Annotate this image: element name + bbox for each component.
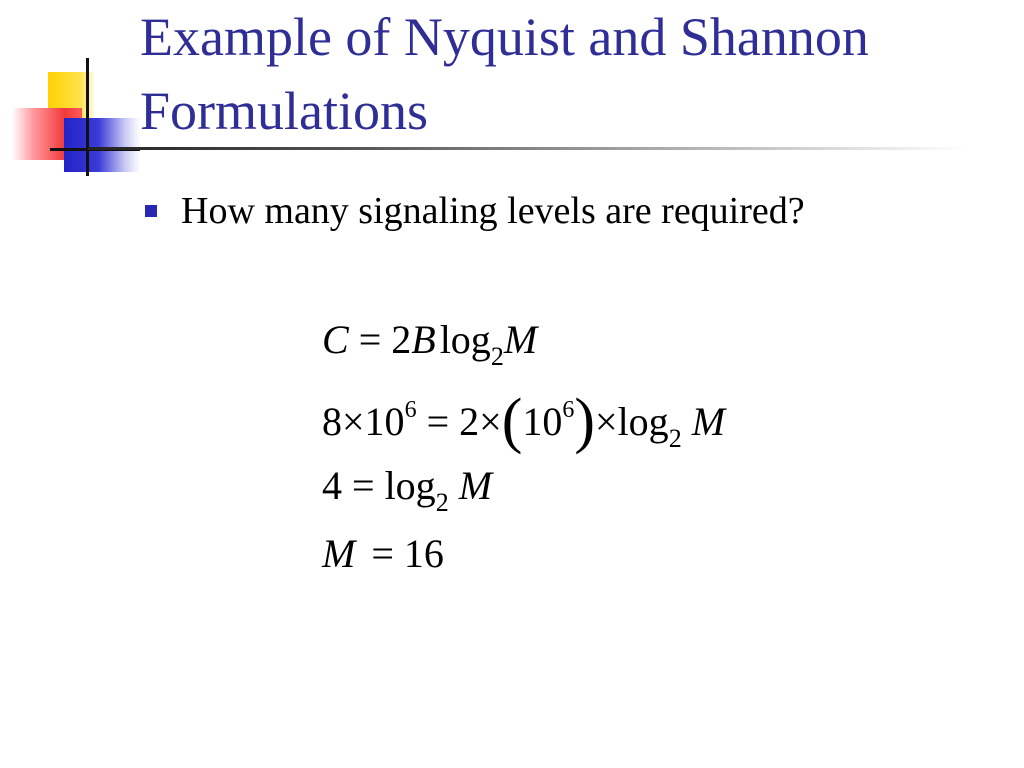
- lhs-term: 8×10: [322, 399, 405, 444]
- log-function: log: [617, 399, 669, 444]
- log-base: 2: [668, 424, 682, 453]
- inner-exponent: 6: [562, 397, 575, 423]
- bullet-marker: [145, 205, 157, 217]
- log-base: 2: [490, 342, 504, 371]
- equals-sign: =: [352, 463, 375, 508]
- blue-square-shape: [64, 118, 140, 172]
- log-function: log: [439, 317, 491, 362]
- bullet-item: [145, 186, 805, 236]
- log-function: log: [384, 463, 436, 508]
- equation-capacity: [322, 314, 537, 383]
- right-parenthesis: ): [574, 387, 595, 455]
- equation-result: [322, 528, 444, 580]
- symbol-b: B: [411, 317, 436, 362]
- vertical-line-shape: [86, 58, 89, 176]
- symbol-m: M: [458, 463, 493, 508]
- inner-term: 10: [522, 399, 563, 444]
- equals-sign: =: [371, 531, 394, 576]
- symbol-c: C: [322, 317, 349, 362]
- lhs-term: 4: [322, 463, 342, 508]
- symbol-m: M: [503, 317, 538, 362]
- left-parenthesis: (: [501, 387, 523, 455]
- times-sign: ×: [595, 399, 618, 444]
- equals-sign: =: [358, 317, 382, 362]
- lhs-exponent: 6: [404, 397, 417, 423]
- symbol-m: M: [322, 531, 356, 576]
- coefficient: 2×: [459, 399, 502, 444]
- coefficient: 2: [391, 317, 412, 362]
- result-value: 16: [403, 531, 444, 576]
- equation-simplified: [322, 460, 492, 529]
- log-base: 2: [435, 488, 449, 517]
- equation-substitution: [322, 384, 725, 465]
- bullet-text: How many signaling levels are required?: [181, 190, 805, 232]
- slide-title: Example of Nyquist and Shannon Formulations: [140, 7, 869, 141]
- decorative-logo: [0, 0, 140, 180]
- symbol-m: M: [691, 399, 726, 444]
- equals-sign: =: [426, 399, 450, 444]
